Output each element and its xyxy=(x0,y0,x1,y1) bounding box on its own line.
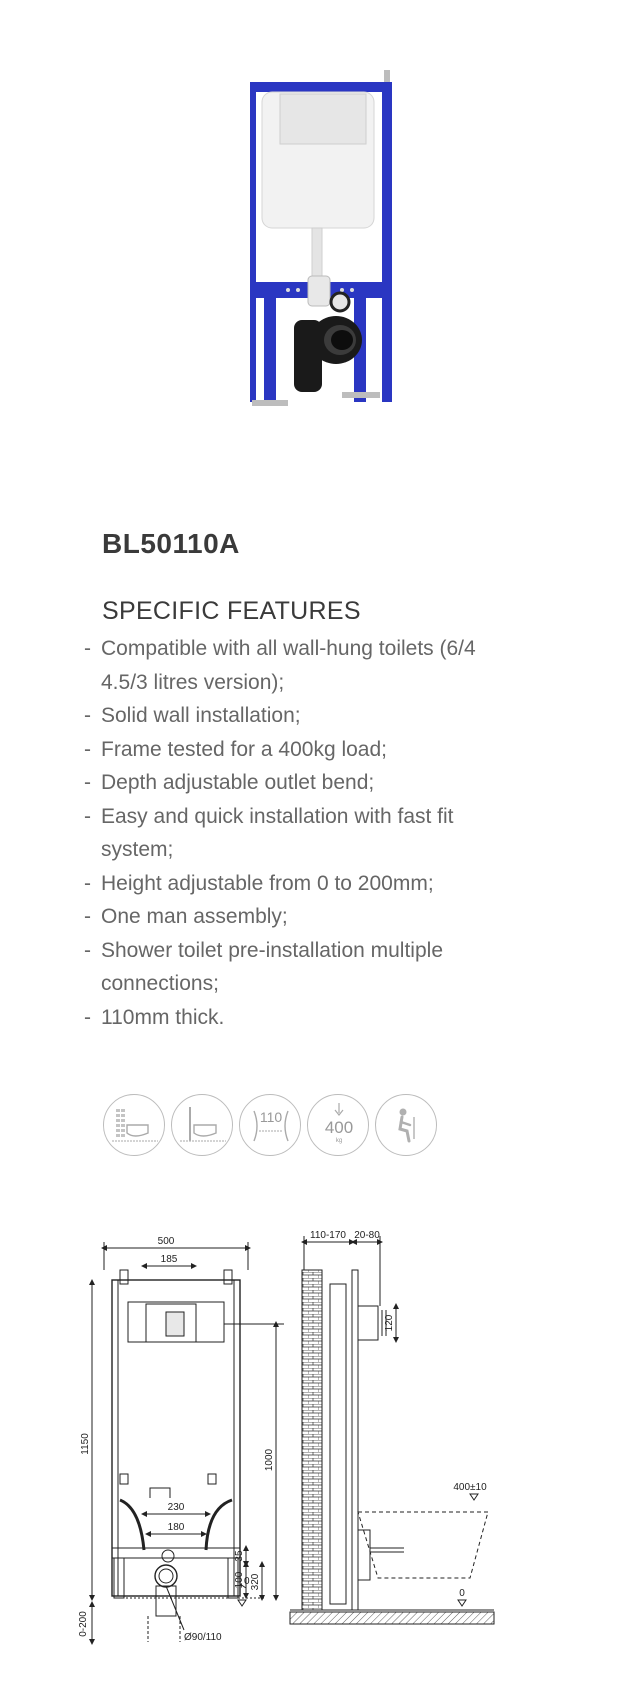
feature-item: - Compatible with all wall-hung toilets (6/4 4.5/3 litres version); xyxy=(84,632,524,699)
dim-load: 400±10 xyxy=(453,1482,487,1493)
load-400kg-icon xyxy=(307,1094,369,1156)
feature-item: - 110mm thick. xyxy=(84,1001,524,1035)
dim-depth-range: 110-170 xyxy=(310,1230,346,1241)
dim-inlet-width: 230 xyxy=(167,1502,185,1513)
dim-zero-front: 0 xyxy=(244,1576,250,1587)
feature-item: - Frame tested for a 400kg load; xyxy=(84,733,524,767)
dim-button-height: 1000 xyxy=(264,1448,275,1472)
dim-extra-range: 20-80 xyxy=(354,1230,380,1241)
thickness-label: 110 xyxy=(259,1109,283,1125)
dim-offset-mid: 100 xyxy=(234,1571,245,1589)
product-photo xyxy=(250,70,410,440)
feature-item: - Solid wall installation; xyxy=(84,699,524,733)
dim-top-span: 185 xyxy=(160,1254,178,1265)
technical-drawing xyxy=(78,1230,538,1670)
dim-flush-size: 120 xyxy=(384,1314,395,1332)
thickness-110-icon xyxy=(239,1094,301,1156)
dim-height: 1150 xyxy=(80,1433,91,1455)
load-label: 400 xyxy=(324,1118,354,1137)
feature-item: - Depth adjustable outlet bend; xyxy=(84,766,524,800)
wall-hung-toilet-solid-wall-icon xyxy=(171,1094,233,1156)
dim-outlet-height: 320 xyxy=(250,1573,261,1591)
dim-zero-side: 0 xyxy=(459,1588,465,1599)
dim-pipe: Ø90/110 xyxy=(184,1632,222,1643)
dim-width: 500 xyxy=(157,1236,175,1247)
load-unit: kg xyxy=(335,1138,343,1144)
section-title: SPECIFIC FEATURES xyxy=(102,597,361,625)
dim-offset-small: 35 xyxy=(234,1550,245,1562)
model-number: BL50110A xyxy=(102,528,240,559)
dim-bolt-span: 180 xyxy=(167,1522,185,1533)
feature-item: - Easy and quick installation with fast fit system; xyxy=(84,800,524,867)
side-dimensions xyxy=(310,1230,487,1599)
dim-adjust: 0-200 xyxy=(78,1611,89,1637)
feature-item: - One man assembly; xyxy=(84,900,524,934)
one-man-assembly-icon xyxy=(375,1094,437,1156)
wall-hung-toilet-brick-icon xyxy=(103,1094,165,1156)
feature-item: - Height adjustable from 0 to 200mm; xyxy=(84,867,524,901)
front-dimensions xyxy=(78,1236,275,1643)
features-list xyxy=(84,632,524,1034)
feature-item: - Shower toilet pre-installation multiple connections; xyxy=(84,934,524,1001)
